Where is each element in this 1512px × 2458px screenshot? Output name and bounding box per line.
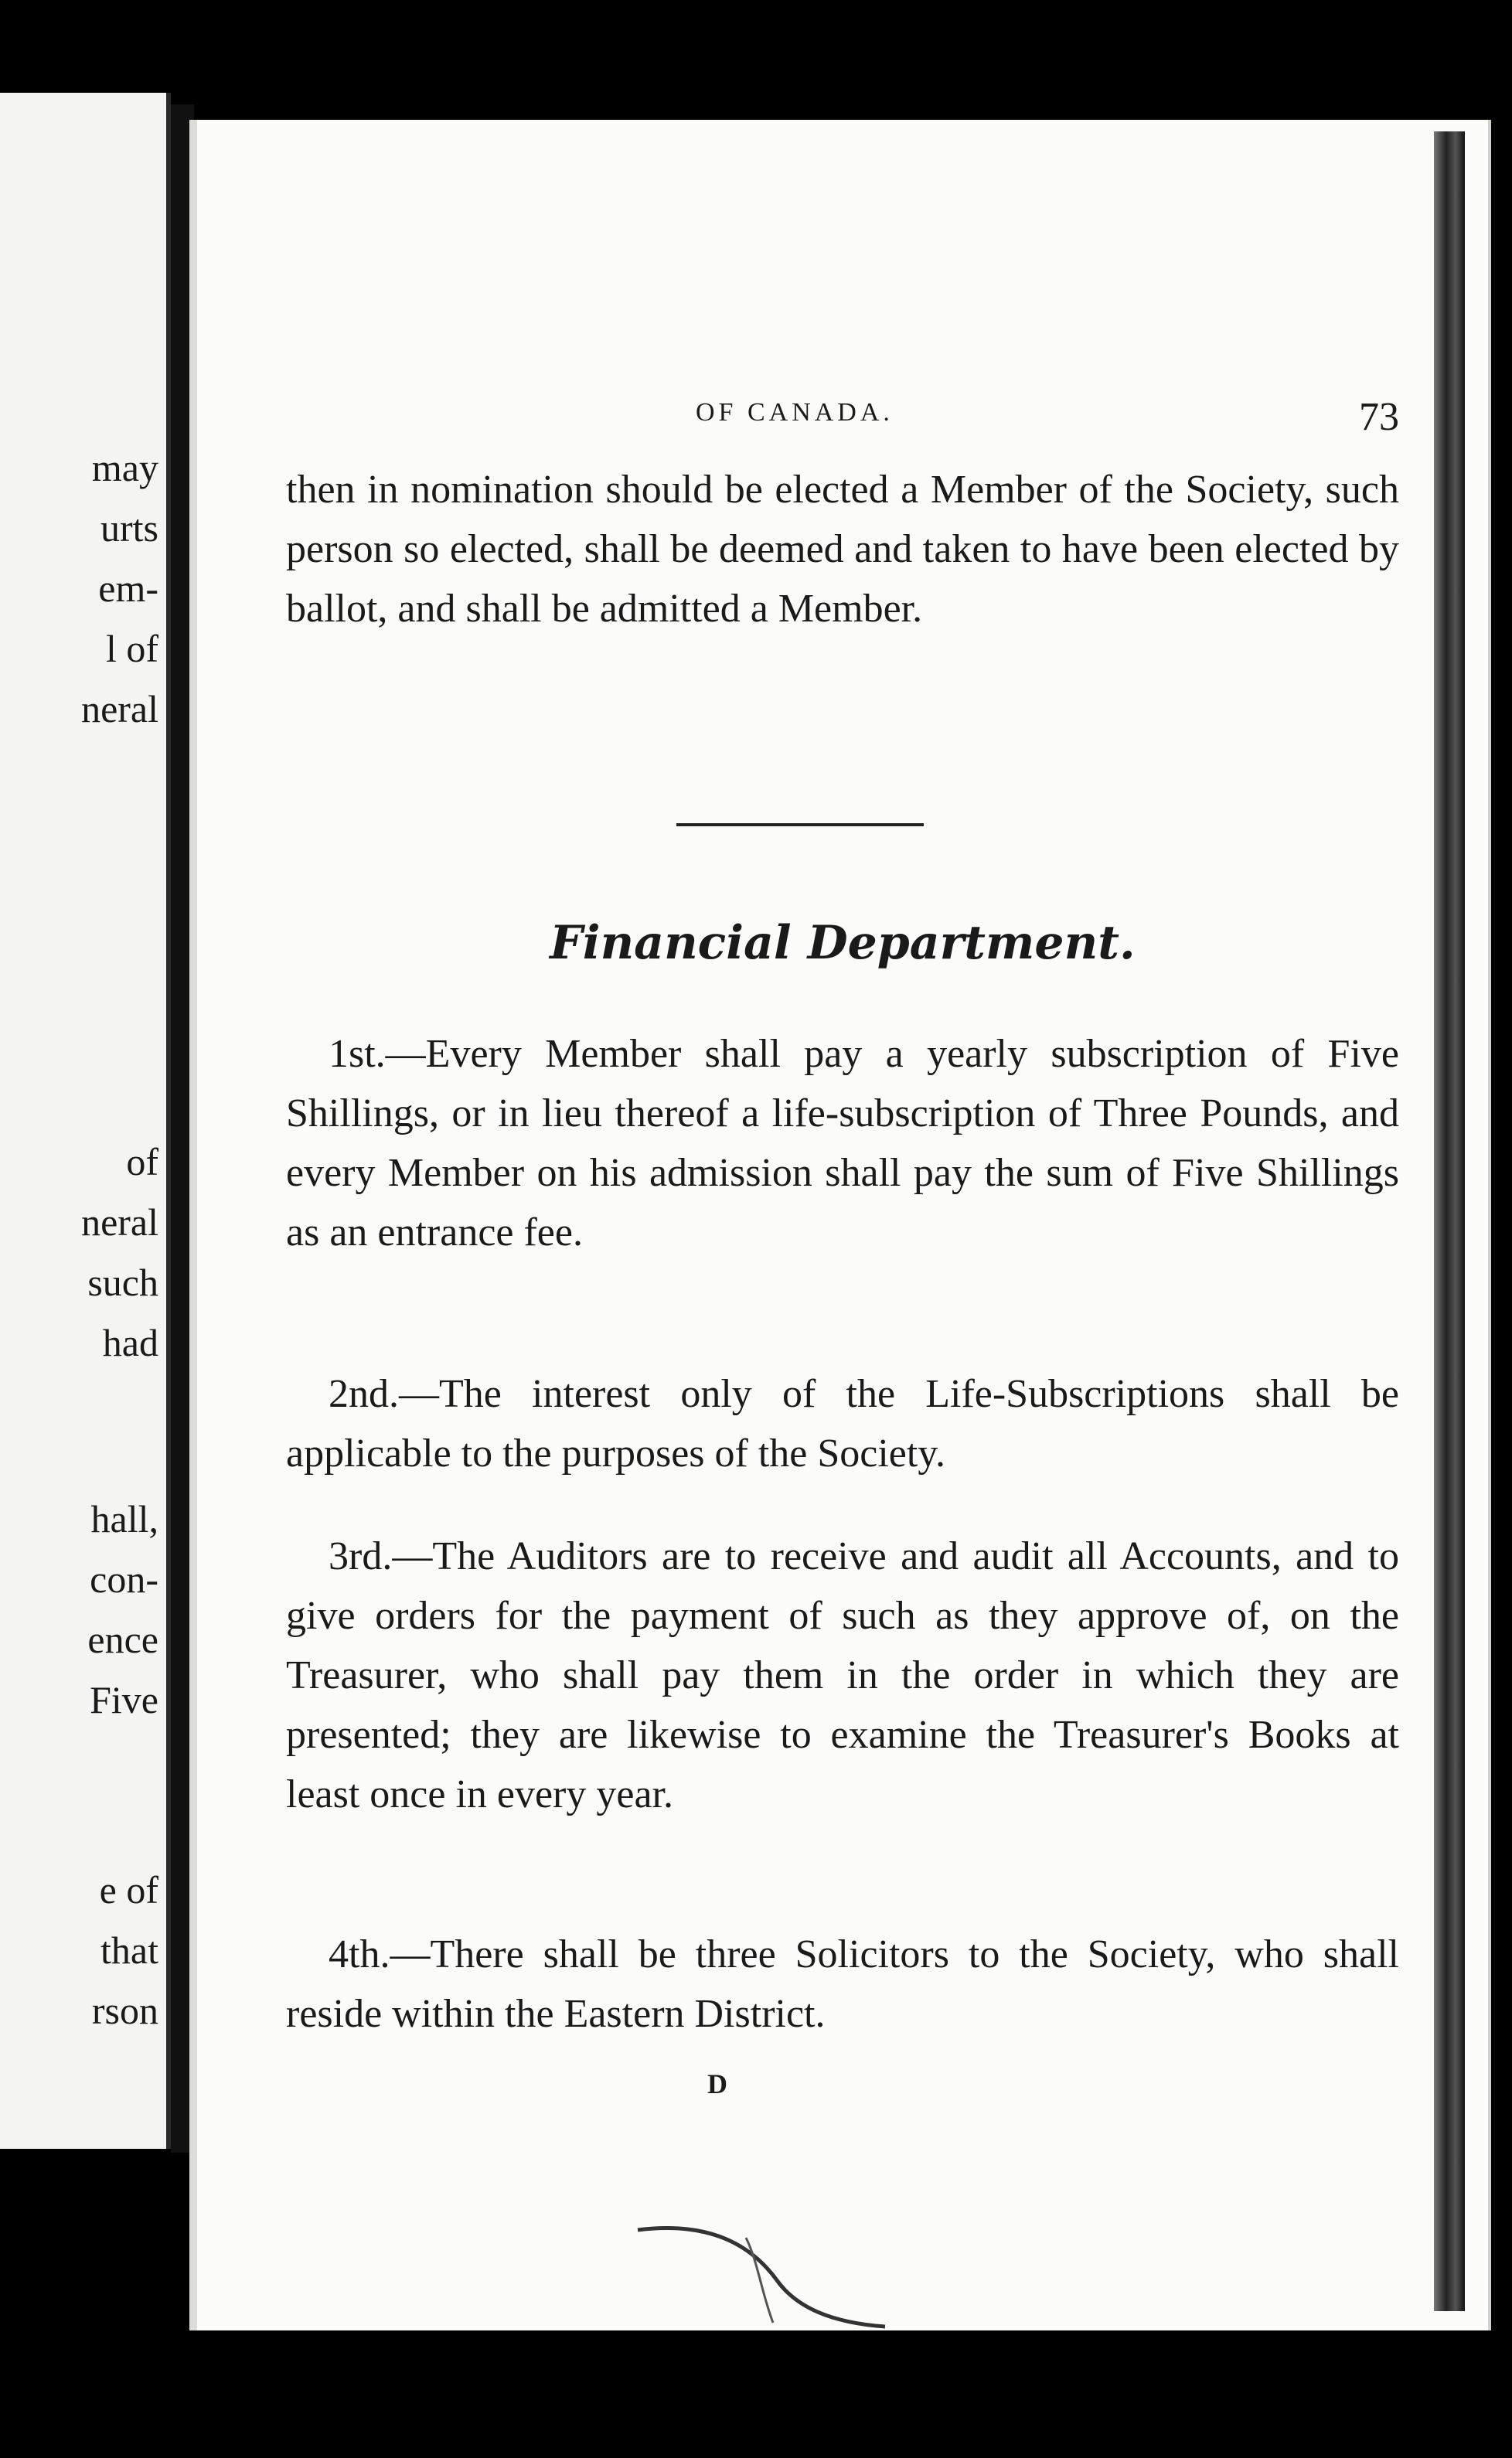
left-line: neral	[81, 1200, 158, 1244]
continuation-paragraph: then in nomination should be elected a Member of the Society, such person so elected, shall be deemed and taken to have been elected by ballot, and shall be admitted a Member.	[286, 468, 1399, 631]
left-line: had	[102, 1321, 158, 1364]
left-line: that	[100, 1929, 158, 1972]
article-4: 4th.—There shall be three Solicitors to the Society, who shall reside within the Eastern District.	[286, 1932, 1399, 2036]
left-line: of	[126, 1140, 158, 1183]
left-line: may	[91, 446, 158, 489]
right-page	[189, 120, 1491, 2330]
running-head: OF CANADA.	[696, 398, 894, 427]
page-edge	[1434, 131, 1465, 2311]
left-line: con-	[90, 1558, 158, 1601]
left-line: rson	[91, 1989, 158, 2032]
article-3: 3rd.—The Auditors are to receive and audit all Accounts, and to give orders for the payment of such as they approve of, on the Treasurer, who shall pay them in the order in which they are presented; they are likewise to examine the Treasurer's Books at least once in every year.	[286, 1534, 1399, 1816]
article-2: 2nd.—The interest only of the Life-Subscriptions shall be applicable to the purposes of the Society.	[286, 1372, 1399, 1476]
page-number: 73	[1359, 395, 1399, 439]
article-1: 1st.—Every Member shall pay a yearly subscription of Five Shillings, or in lieu thereof a life-subscription of Three Pounds, and every Member on his admission shall pay the sum of Five Shillings as an entrance fee.	[286, 1032, 1399, 1255]
left-line: ence	[87, 1618, 158, 1661]
left-line: neral	[81, 687, 158, 730]
left-line: Five	[90, 1678, 158, 1721]
signature-mark: D	[707, 2068, 730, 2099]
left-line: hall,	[90, 1497, 158, 1541]
left-line: urts	[100, 506, 158, 550]
left-line: such	[87, 1261, 158, 1304]
left-line: l of	[105, 627, 158, 670]
left-page-fragment	[0, 93, 171, 2149]
left-line: em-	[98, 567, 158, 610]
left-line: e of	[99, 1868, 158, 1912]
section-rule	[676, 823, 924, 826]
page-crease-mark	[630, 2207, 893, 2330]
section-heading: Financial Department.	[550, 916, 1136, 970]
